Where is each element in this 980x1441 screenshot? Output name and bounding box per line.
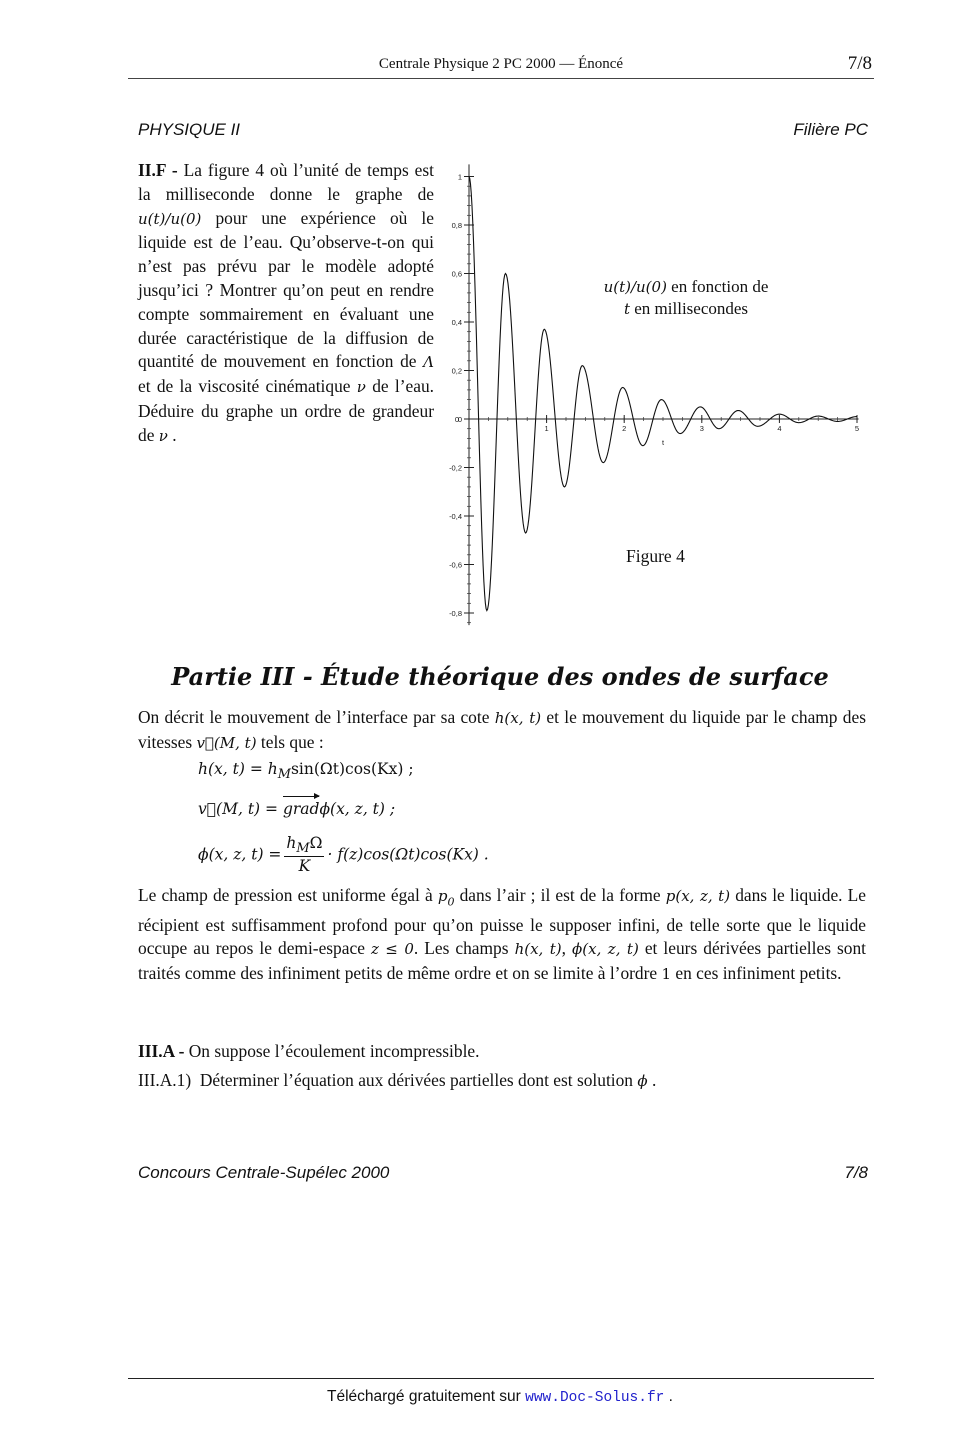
math-expression: u(t)/u(0) bbox=[138, 209, 202, 228]
chart-caption-line-2 bbox=[566, 298, 806, 320]
equation-v bbox=[198, 800, 395, 818]
math-symbol: ϕ bbox=[637, 1072, 648, 1090]
math-expression: h(x, t) bbox=[494, 709, 542, 727]
intro-paragraph bbox=[138, 706, 866, 755]
figure-label: Figure 4 bbox=[626, 546, 685, 566]
math-symbol: ν bbox=[356, 378, 366, 397]
math-expression: v⃗(M, t) bbox=[196, 733, 257, 752]
part-title: Partie III - Étude théorique des ondes de surface bbox=[171, 662, 829, 691]
paragraph-text: dans l’air ; il est de la forme bbox=[454, 885, 666, 905]
math-symbol: Λ bbox=[423, 353, 434, 372]
y-tick-label: -0,8 bbox=[449, 609, 462, 618]
equation-subscript: M bbox=[277, 767, 291, 783]
paragraph-text: , bbox=[561, 938, 573, 959]
question-text: On suppose l’écoulement incompressible. bbox=[184, 1041, 480, 1061]
question-text: et de la viscosité cinématique bbox=[138, 376, 357, 397]
running-header-title: Centrale Physique 2 PC 2000 — Énoncé bbox=[378, 56, 624, 72]
download-notice bbox=[0, 1388, 980, 1406]
track-label: Filière PC bbox=[793, 120, 868, 139]
chart-caption bbox=[566, 276, 806, 320]
paragraph-text: On décrit le mouvement de l’interface par sa cote bbox=[138, 707, 495, 727]
math-symbol: ν bbox=[158, 426, 168, 445]
caption-text: en millisecondes bbox=[630, 299, 749, 318]
chart-caption-line-1 bbox=[566, 276, 806, 298]
question-text: pour une expérience où le liquide est de l’eau. Qu’observe-t-on qui n’est pas prévu par le modèle adopté jusqu’ici ? Montrer qu’on peut en rendre compte sommairement en évaluant une durée caractéristique de la diffusion de quantité de mouvement en fonction de bbox=[138, 207, 434, 372]
paragraph-text: et le mouvement du liquide par le champ des vitesses bbox=[138, 707, 866, 752]
paragraph-text: tels que : bbox=[256, 731, 324, 752]
caption-text: en fonction de bbox=[666, 277, 769, 296]
math-symbol: p bbox=[437, 887, 448, 905]
x-tick-label: 1 bbox=[544, 424, 549, 433]
running-header-page: 7/8 bbox=[847, 53, 872, 74]
running-header bbox=[128, 52, 874, 79]
question-text: . bbox=[647, 1070, 657, 1090]
footer-page: 7/8 bbox=[844, 1163, 868, 1182]
y-tick-label: 0,6 bbox=[451, 269, 462, 279]
equation-part: ϕ(x, z, t) ; bbox=[319, 800, 396, 818]
equation-part: · f(z)cos(Ωt)cos(Kx) . bbox=[327, 845, 489, 864]
fraction-numerator bbox=[284, 834, 324, 857]
pressure-paragraph bbox=[138, 884, 866, 986]
question-text: de l’eau. Déduire du graphe un ordre de grandeur de bbox=[138, 376, 434, 445]
equation-part: sin(Ωt)cos(Kx) ; bbox=[290, 760, 414, 778]
doc-solus-link[interactable]: www.Doc-Solus.fr bbox=[525, 1390, 665, 1406]
y-tick-label: 0,8 bbox=[451, 221, 462, 230]
math-expression: h(x, t) bbox=[514, 940, 562, 959]
math-expression: ϕ(x, z, t) bbox=[572, 940, 639, 959]
question-text: Déterminer l’équation aux dérivées partielles dont est solution bbox=[191, 1070, 638, 1090]
fraction-denominator: K bbox=[298, 857, 311, 876]
x-axis-label: t bbox=[661, 438, 665, 447]
question-III-A-1 bbox=[138, 1069, 866, 1094]
y-tick-label: 0,4 bbox=[451, 318, 462, 327]
equation-h bbox=[198, 760, 414, 782]
equation-part: ϕ(x, z, t) = bbox=[198, 845, 282, 864]
question-text: . bbox=[167, 424, 177, 445]
download-text: . bbox=[664, 1388, 673, 1405]
math-expression: z ≤ 0 bbox=[370, 940, 414, 959]
footer-contest: Concours Centrale-Supélec 2000 bbox=[138, 1163, 390, 1182]
paragraph-text: dans le liquide. Le récipient est suffisamment profond pour qu’on puisse le supposer infini, de telle sorte que le liquide occupe au repos le demi-espace bbox=[138, 885, 866, 959]
bottom-divider bbox=[128, 1378, 874, 1379]
question-label: III.A - bbox=[138, 1041, 185, 1061]
paragraph-text: et leurs dérivées partielles sont traités comme des infiniment petits de même ordre et on se limite à l’ordre bbox=[138, 938, 866, 983]
fraction bbox=[284, 834, 324, 875]
math-expression: p(x, z, t) bbox=[665, 887, 731, 905]
origin-label: 0 bbox=[454, 415, 459, 424]
question-label: II.F - bbox=[138, 160, 178, 180]
y-tick-label: 1 bbox=[457, 172, 462, 182]
y-tick-label: -0,4 bbox=[449, 512, 462, 521]
x-tick-label: 2 bbox=[622, 424, 627, 433]
question-II-F bbox=[138, 159, 434, 449]
equation-part: h(x, t) = h bbox=[198, 760, 278, 778]
question-label: III.A.1) bbox=[138, 1070, 192, 1090]
x-tick-label: 5 bbox=[854, 424, 860, 433]
equation-phi bbox=[198, 834, 489, 874]
paragraph-text: en ces infiniment petits. bbox=[671, 962, 842, 983]
caption-math: u(t)/u(0) bbox=[603, 278, 667, 296]
numerator-h: h bbox=[286, 834, 297, 852]
paragraph-text: . Les champs bbox=[413, 938, 515, 959]
gradient-operator: grad bbox=[282, 800, 320, 818]
math-symbol: 1 bbox=[661, 964, 672, 983]
subject-label: PHYSIQUE II bbox=[138, 120, 241, 139]
numerator-omega: Ω bbox=[309, 834, 323, 852]
equation-part: v⃗(M, t) = bbox=[198, 800, 283, 818]
math-subscript: 0 bbox=[447, 895, 455, 909]
question-III-A bbox=[138, 1040, 866, 1064]
x-tick-label: 3 bbox=[699, 424, 704, 433]
numerator-sub: M bbox=[296, 841, 310, 857]
caption-math: t bbox=[623, 300, 630, 318]
y-tick-label: 0,2 bbox=[451, 366, 462, 376]
paragraph-text: Le champ de pression est uniforme égal à bbox=[138, 885, 438, 905]
question-text: La figure 4 où l’unité de temps est la milliseconde donne le graphe de bbox=[138, 160, 434, 204]
y-tick-label: -0,2 bbox=[449, 463, 462, 473]
y-tick-label: -0,6 bbox=[449, 560, 462, 570]
download-text: Téléchargé gratuitement sur bbox=[326, 1388, 526, 1405]
x-tick-label: 4 bbox=[777, 424, 782, 433]
y-tick-label: 0 bbox=[457, 415, 462, 424]
